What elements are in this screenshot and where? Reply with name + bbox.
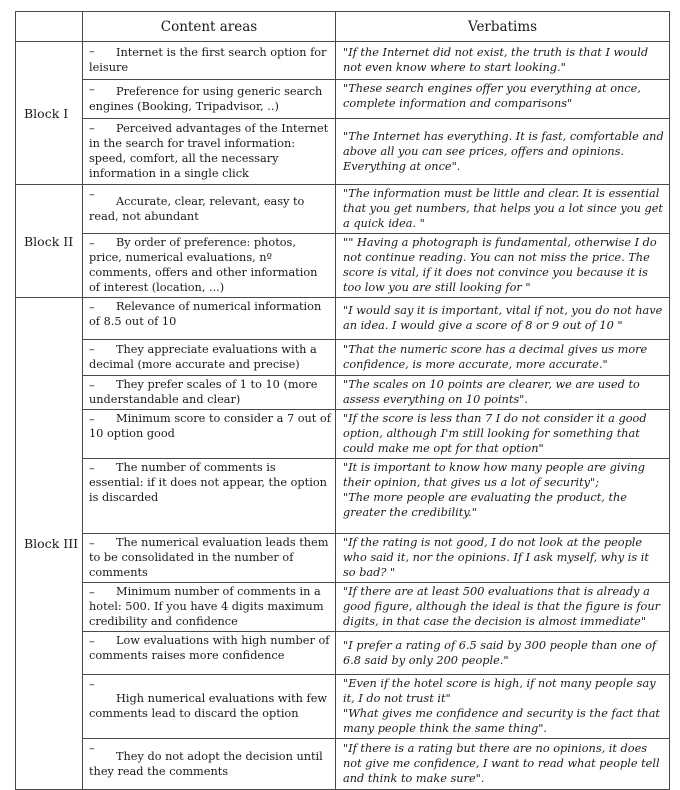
verbatim-cell — [336, 632, 670, 675]
verbatim-quote: "If the score is less than 7 I do not consider it a good option, although I'm still looking for something that could make me opt for that option" — [343, 412, 647, 455]
verbatim-quote: "If there are at least 500 evaluations that is already a good figure, although the ideal is that the figure is four digits, in that case the decision is almost immediate" — [343, 585, 661, 628]
content-area-cell: – High numerical evaluations with few comments lead to discard the option — [83, 675, 336, 739]
verbatim-cell — [336, 80, 670, 119]
verbatim-cell — [336, 534, 670, 583]
verbatim-quote: "That the numeric score has a decimal gives us more confidence, is more accurate, more accurate." — [343, 343, 648, 371]
content-area-cell: – Perceived advantages of the Internet in the search for travel information: speed, comfort, all the necessary information in a single click — [83, 119, 336, 185]
header-row — [16, 12, 670, 42]
verbatim-quote: "I prefer a rating of 6.5 said by 300 people than one of 6.8 said by only 200 people." — [343, 638, 657, 667]
verbatim-cell — [336, 234, 670, 298]
verbatim-cell — [336, 298, 670, 340]
bullet-dash: – — [89, 45, 95, 58]
header-blank — [16, 12, 83, 42]
verbatim-quote: "These search engines offer you everything at once, complete information and comparisons" — [343, 82, 641, 110]
bullet-dash: – — [89, 678, 95, 691]
table-row — [16, 340, 670, 376]
bullet-dash: – — [89, 188, 95, 201]
content-area-cell: – By order of preference: photos, price, numerical evaluations, nº comments, offers and other information of interest (location, ...) — [83, 234, 336, 298]
content-area-cell: – Internet is the first search option for leisure — [83, 42, 336, 80]
bullet-dash: – — [89, 83, 95, 96]
table-row — [16, 739, 670, 790]
verbatim-quote: "What gives me confidence and security is the fact that many people think the same thing". — [343, 707, 660, 735]
verbatim-quote: "If the Internet did not exist, the truth is that I would not even know where to start looking." — [343, 46, 649, 74]
bullet-dash: – — [89, 237, 95, 250]
verbatim-quote: "" Having a photograph is fundamental, otherwise I do not continue reading. You can not miss the price. The score is vital, if it does not convince you because it is too low you are still looking for " — [343, 236, 657, 294]
verbatim-quote: "The more people are evaluating the product, the greater the credibility." — [343, 491, 627, 519]
content-area-cell: – Minimum number of comments in a hotel: 500. If you have 4 digits maximum credibility and confidence — [83, 583, 336, 632]
content-area-cell: – Accurate, clear, relevant, easy to read, not abundant — [83, 185, 336, 234]
bullet-dash: – — [89, 635, 95, 648]
content-area-cell: – They appreciate evaluations with a decimal (more accurate and precise) — [83, 340, 336, 376]
content-area-cell: – The number of comments is essential: if it does not appear, the option is discarded — [83, 459, 336, 534]
header-verbatims: Verbatims — [336, 12, 670, 42]
bullet-dash: – — [89, 413, 95, 426]
table-row — [16, 234, 670, 298]
verbatim-cell — [336, 119, 670, 185]
verbatim-quote: "If the rating is not good, I do not look at the people who said it, nor the opinions. If I ask myself, why is it so bad? " — [343, 536, 649, 579]
bullet-dash: – — [89, 379, 95, 392]
verbatim-quote: "The scales on 10 points are clearer, we are used to assess everything on 10 points". — [343, 378, 640, 406]
table-row — [16, 298, 670, 340]
table-row — [16, 675, 670, 739]
bullet-dash: – — [89, 586, 95, 599]
bullet-dash: – — [89, 742, 95, 755]
content-area-cell: – Minimum score to consider a 7 out of 10 option good — [83, 410, 336, 459]
verbatim-quote: "If there is a rating but there are no opinions, it does not give me confidence, I want to read what people tell and think to make sure". — [343, 742, 660, 785]
table-row — [16, 583, 670, 632]
content-area-cell: – They do not adopt the decision until they read the comments — [83, 739, 336, 790]
bullet-dash: – — [89, 122, 95, 135]
bullet-dash: – — [89, 301, 95, 314]
table-row — [16, 42, 670, 80]
bullet-dash: – — [89, 462, 95, 475]
header-content-areas: Content areas — [83, 12, 336, 42]
content-area-cell: – Preference for using generic search engines (Booking, Tripadvisor, ..) — [83, 80, 336, 119]
verbatim-quote: "It is important to know how many people are giving their opinion, that gives us a lot of security"; — [343, 461, 645, 489]
block-label: Block II — [16, 185, 83, 298]
content-area-cell: – Relevance of numerical information of 8.5 out of 10 — [83, 298, 336, 340]
table-row — [16, 632, 670, 675]
table-row — [16, 185, 670, 234]
table-row — [16, 459, 670, 534]
content-area-cell: – The numerical evaluation leads them to be consolidated in the number of comments — [83, 534, 336, 583]
verbatim-cell — [336, 185, 670, 234]
content-area-cell: – They prefer scales of 1 to 10 (more understandable and clear) — [83, 376, 336, 410]
verbatim-cell — [336, 42, 670, 80]
table-row — [16, 534, 670, 583]
verbatim-cell — [336, 340, 670, 376]
table-row — [16, 376, 670, 410]
verbatim-cell — [336, 583, 670, 632]
verbatim-cell — [336, 410, 670, 459]
bullet-dash: – — [89, 537, 95, 550]
block-label: Block I — [16, 42, 83, 185]
verbatim-quote: "Even if the hotel score is high, if not many people say it, I do not trust it" — [343, 677, 656, 705]
content-verbatims-table — [15, 11, 670, 790]
verbatim-cell — [336, 376, 670, 410]
block-label: Block III — [16, 298, 83, 790]
table-row — [16, 410, 670, 459]
verbatim-cell — [336, 739, 670, 790]
verbatim-quote: "The information must be little and clear. It is essential that you get numbers, that helps you a lot since you get a quick idea. " — [343, 187, 663, 230]
verbatim-quote: "The Internet has everything. It is fast, comfortable and above all you can see prices, offers and opinions. Everything at once". — [343, 129, 664, 173]
bullet-dash: – — [89, 343, 95, 356]
table-row — [16, 80, 670, 119]
verbatim-cell — [336, 675, 670, 739]
content-area-cell: – Low evaluations with high number of comments raises more confidence — [83, 632, 336, 675]
verbatim-cell — [336, 459, 670, 534]
verbatim-quote: "I would say it is important, vital if not, you do not have an idea. I would give a score of 8 or 9 out of 10 " — [343, 304, 663, 332]
table-row — [16, 119, 670, 185]
